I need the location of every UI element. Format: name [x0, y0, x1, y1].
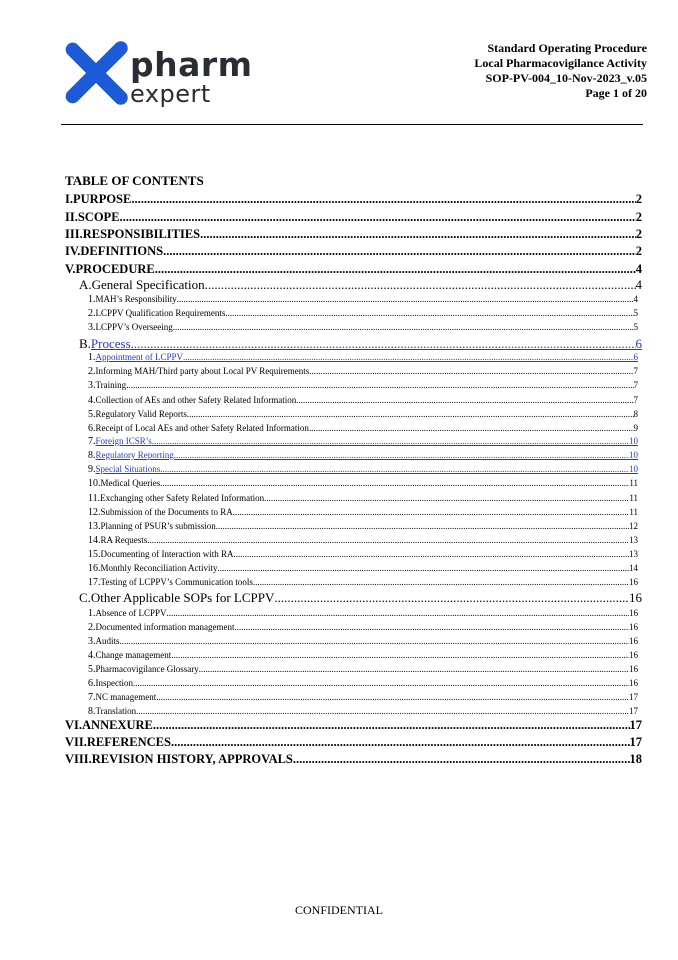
toc-item[interactable] — [88, 650, 638, 661]
toc-entry-label: Monthly Reconciliation Activity — [100, 563, 218, 573]
toc-dot-leader — [167, 608, 630, 618]
toc-entry-number: 7. — [88, 436, 96, 447]
toc-item[interactable] — [88, 409, 638, 420]
toc-dot-leader — [171, 650, 629, 660]
toc-entry-number: 4. — [88, 395, 96, 406]
toc-dot-leader — [296, 395, 633, 405]
toc-entry-number: 6. — [88, 423, 96, 434]
toc-dot-leader — [187, 409, 634, 419]
toc-item[interactable] — [88, 664, 638, 675]
toc-entry-label: PROCEDURE — [75, 262, 155, 276]
toc-dot-leader — [136, 706, 629, 716]
toc-entry-number: 1. — [88, 294, 96, 305]
toc-entry-number: 1. — [88, 608, 96, 619]
toc-section-purpose[interactable] — [65, 192, 642, 207]
toc-entry-label: PURPOSE — [73, 192, 132, 206]
toc-dot-leader — [120, 636, 629, 646]
toc-entry-label: General Specification — [91, 277, 205, 292]
toc-entry-label: Exchanging other Safety Related Information — [100, 493, 265, 503]
toc-entry-label: DEFINITIONS — [80, 244, 164, 258]
toc-dot-leader — [274, 590, 629, 606]
toc-section-annexure[interactable] — [65, 718, 642, 733]
toc-entry-page: 14 — [629, 563, 638, 573]
toc-entry-page: 13 — [629, 549, 638, 559]
header-doc-code: SOP-PV-004_10-Nov-2023_v.05 — [485, 71, 647, 85]
toc-entry-label: SCOPE — [77, 210, 120, 224]
toc-item[interactable] — [88, 622, 638, 633]
toc-entry-page: 7 — [633, 366, 638, 376]
toc-entry-page: 16 — [629, 664, 638, 674]
toc-subsection-process[interactable] — [79, 336, 642, 352]
toc-entry-number: 11. — [88, 493, 101, 504]
toc-entry-label: Change management — [95, 650, 172, 660]
toc-entry-number: IV. — [65, 244, 81, 258]
toc-entry-number: 4. — [88, 650, 96, 661]
toc-entry-page: 2 — [635, 244, 642, 258]
toc-dot-leader — [293, 752, 630, 767]
toc-dot-leader — [153, 718, 630, 733]
toc-entry-label: REFERENCES — [86, 735, 171, 749]
toc-entry-number: 2. — [88, 622, 96, 633]
toc-item[interactable] — [88, 577, 638, 588]
toc-dot-leader — [264, 493, 629, 503]
toc-entry-number: 7. — [88, 692, 96, 703]
toc-dot-leader — [199, 664, 629, 674]
header-page-number: Page 1 of 20 — [585, 86, 647, 100]
toc-entry-page: 10 — [629, 450, 638, 460]
toc-entry-page: 16 — [629, 608, 638, 618]
toc-dot-leader — [253, 577, 629, 587]
toc-entry-page: 11 — [629, 493, 638, 503]
document-header — [474, 41, 647, 101]
toc-entry-number: 2. — [88, 308, 96, 319]
toc-item[interactable] — [88, 352, 638, 363]
toc-dot-leader — [233, 549, 629, 559]
toc-entry-number: 13. — [88, 521, 101, 532]
toc-entry-label: Collection of AEs and other Safety Related Information — [95, 395, 297, 405]
toc-entry-page: 17 — [629, 706, 638, 716]
toc-entry-label: Medical Queries — [100, 478, 161, 488]
toc-dot-leader — [147, 535, 629, 545]
toc-entry-label: Training — [95, 380, 127, 390]
toc-dot-leader — [225, 308, 633, 318]
logo-word-expert: expert — [130, 80, 211, 108]
toc-entry-label[interactable]: Process — [90, 336, 131, 351]
toc-dot-leader — [152, 436, 629, 446]
toc-entry-number: VII. — [65, 735, 87, 749]
toc-entry-page: 16 — [629, 577, 638, 587]
toc-dot-leader — [156, 692, 629, 702]
toc-entry-label: MAH’s Responsibility — [95, 294, 177, 304]
toc-entry-number: 14. — [88, 535, 101, 546]
toc-entry-page: 17 — [629, 735, 642, 749]
toc-entry-number: 3. — [88, 636, 96, 647]
toc-entry-page: 10 — [629, 436, 638, 446]
toc-entry-page: 16 — [629, 590, 642, 605]
toc-item[interactable] — [88, 294, 638, 305]
toc-entry-page: 13 — [629, 535, 638, 545]
toc-entry-page: 9 — [633, 423, 638, 433]
toc-title: TABLE OF CONTENTS — [65, 173, 204, 188]
toc-entry-page: 6 — [635, 336, 642, 351]
toc-subsection-general-specification[interactable] — [79, 277, 642, 293]
toc-entry-page: 4 — [635, 262, 642, 276]
toc-entry-number: 15. — [88, 549, 101, 560]
toc-entry-page: 5 — [633, 308, 638, 318]
toc-entry-number: B. — [79, 336, 91, 351]
toc-entry-number: VIII. — [65, 752, 92, 766]
toc-dot-leader — [183, 352, 633, 362]
header-divider — [61, 124, 643, 125]
toc-dot-leader — [131, 192, 635, 207]
toc-entry-number: 3. — [88, 380, 96, 391]
logo-word-pharm: pharm — [130, 45, 253, 84]
toc-item[interactable] — [88, 478, 638, 489]
toc-subsection-other-sops[interactable] — [79, 590, 642, 606]
toc-dot-leader — [171, 735, 630, 750]
toc-entry-page: 11 — [629, 478, 638, 488]
toc-dot-leader — [218, 563, 630, 573]
toc-entry-number: 6. — [88, 678, 96, 689]
toc-entry-number: 2. — [88, 366, 96, 377]
toc-dot-leader — [163, 244, 636, 259]
toc-entry-page: 16 — [629, 650, 638, 660]
toc-entry-label[interactable]: Foreign ICSR’s — [95, 436, 152, 446]
header-doc-title: Local Pharmacovigilance Activity — [474, 56, 647, 70]
toc-entry-label[interactable]: Regulatory Reporting — [95, 450, 174, 460]
toc-entry-number: A. — [79, 277, 92, 292]
toc-item[interactable] — [88, 395, 638, 406]
toc-entry-label: Planning of PSUR’s submission — [100, 521, 216, 531]
toc-entry-page: 5 — [633, 322, 638, 332]
toc-entry-label: Informing MAH/Third party about Local PV Requirements — [95, 366, 310, 376]
toc-item[interactable] — [88, 507, 638, 518]
toc-item[interactable] — [88, 535, 638, 546]
toc-item[interactable] — [88, 366, 638, 377]
toc-section-responsibilities[interactable] — [65, 227, 642, 242]
company-logo — [62, 38, 253, 110]
toc-section-procedure[interactable] — [65, 262, 642, 277]
toc-entry-number: 8. — [88, 706, 96, 717]
toc-item[interactable] — [88, 549, 638, 560]
toc-entry-label: Absence of LCPPV — [95, 608, 167, 618]
toc-entry-page: 17 — [629, 692, 638, 702]
toc-entry-number: 8. — [88, 450, 96, 461]
toc-entry-page: 12 — [629, 521, 638, 531]
toc-dot-leader — [160, 478, 629, 488]
toc-entry-number: 1. — [88, 352, 96, 363]
toc-entry-page: 17 — [629, 718, 642, 732]
toc-entry-number: 5. — [88, 664, 96, 675]
toc-entry-number: II. — [65, 210, 78, 224]
toc-item[interactable] — [88, 563, 638, 574]
toc-entry-label: REVISION HISTORY, APPROVALS — [91, 752, 293, 766]
x-mark-icon — [62, 38, 130, 108]
toc-entry-page: 16 — [629, 636, 638, 646]
toc-entry-label: Documented information management — [95, 622, 235, 632]
toc-dot-leader — [205, 277, 636, 293]
toc-entry-page: 8 — [633, 409, 638, 419]
toc-dot-leader — [160, 464, 629, 474]
toc-entry-page: 4 — [635, 277, 642, 292]
toc-item[interactable] — [88, 322, 638, 333]
toc-dot-leader — [233, 507, 630, 517]
toc-entry-number: 12. — [88, 507, 101, 518]
toc-entry-label: Audits — [95, 636, 120, 646]
toc-dot-leader — [200, 227, 636, 242]
toc-item[interactable] — [88, 678, 638, 689]
toc-entry-label: RESPONSIBILITIES — [82, 227, 201, 241]
toc-entry-page: 7 — [633, 380, 638, 390]
toc-entry-label: Documenting of Interaction with RA — [100, 549, 234, 559]
toc-dot-leader — [177, 294, 634, 304]
toc-dot-leader — [133, 678, 629, 688]
toc-item[interactable] — [88, 692, 638, 703]
toc-entry-page: 18 — [629, 752, 642, 766]
toc-entry-label: Pharmacovigilance Glossary — [95, 664, 199, 674]
toc-entry-label: Regulatory Valid Reports — [95, 409, 187, 419]
toc-entry-number: 9. — [88, 464, 96, 475]
toc-entry-page: 16 — [629, 622, 638, 632]
toc-entry-page: 2 — [635, 192, 642, 206]
toc-dot-leader — [131, 336, 636, 352]
toc-section-definitions[interactable] — [65, 244, 642, 259]
toc-dot-leader — [174, 450, 629, 460]
toc-entry-page: 11 — [629, 507, 638, 517]
toc-entry-number: 17. — [88, 577, 101, 588]
toc-dot-leader — [120, 210, 636, 225]
toc-entry-number: 3. — [88, 322, 96, 333]
toc-entry-page: 2 — [635, 210, 642, 224]
toc-dot-leader — [309, 423, 634, 433]
toc-entry-label: Other Applicable SOPs for LCPPV — [90, 590, 275, 605]
toc-entry-label: LCPPV’s Overseeing — [95, 322, 173, 332]
toc-dot-leader — [309, 366, 633, 376]
toc-entry-number: 16. — [88, 563, 101, 574]
toc-entry-page: 4 — [633, 294, 638, 304]
toc-item[interactable] — [88, 464, 638, 475]
toc-dot-leader — [216, 521, 629, 531]
header-doc-type: Standard Operating Procedure — [487, 41, 647, 55]
toc-entry-label: Inspection — [95, 678, 133, 688]
toc-item[interactable] — [88, 308, 638, 319]
toc-entry-label: Translation — [95, 706, 137, 716]
toc-item[interactable] — [88, 423, 638, 434]
toc-entry-page: 10 — [629, 464, 638, 474]
toc-item[interactable] — [88, 636, 638, 647]
toc-item[interactable] — [88, 706, 638, 717]
toc-entry-label: NC management — [95, 692, 157, 702]
toc-entry-number: 5. — [88, 409, 96, 420]
toc-dot-leader — [173, 322, 634, 332]
toc-entry-label: Receipt of Local AEs and other Safety Related Information — [95, 423, 309, 433]
toc-section-references[interactable] — [65, 735, 642, 750]
toc-item[interactable] — [88, 521, 638, 532]
toc-entry-number: V. — [65, 262, 76, 276]
toc-item[interactable] — [88, 450, 638, 461]
toc-section-revision-history-approvals[interactable] — [65, 752, 642, 767]
toc-entry-number: VI. — [65, 718, 83, 732]
toc-entry-label: Testing of LCPPV’s Communication tools — [100, 577, 253, 587]
toc-entry-label: ANNEXURE — [82, 718, 153, 732]
toc-item[interactable] — [88, 380, 638, 391]
toc-item[interactable] — [88, 608, 638, 619]
toc-entry-number: C. — [79, 590, 91, 605]
toc-entry-number: I. — [65, 192, 73, 206]
toc-entry-label[interactable]: Appointment of LCPPV — [95, 352, 184, 362]
toc-entry-page: 6 — [633, 352, 638, 362]
toc-entry-label: Submission of the Documents to RA — [100, 507, 233, 517]
toc-entry-number: III. — [65, 227, 83, 241]
toc-section-scope[interactable] — [65, 210, 642, 225]
toc-item[interactable] — [88, 493, 638, 504]
toc-dot-leader — [126, 380, 633, 390]
toc-entry-number: 10. — [88, 478, 101, 489]
toc-entry-label: LCPPV Qualification Requirements — [95, 308, 226, 318]
toc-entry-page: 2 — [635, 227, 642, 241]
toc-dot-leader — [234, 622, 629, 632]
toc-entry-label[interactable]: Special Situations — [95, 464, 161, 474]
footer-confidential: CONFIDENTIAL — [295, 903, 383, 917]
toc-entry-page: 7 — [633, 395, 638, 405]
toc-item[interactable] — [88, 436, 638, 447]
toc-entry-page: 16 — [629, 678, 638, 688]
toc-entry-label: RA Requests — [100, 535, 148, 545]
toc-dot-leader — [155, 262, 636, 277]
